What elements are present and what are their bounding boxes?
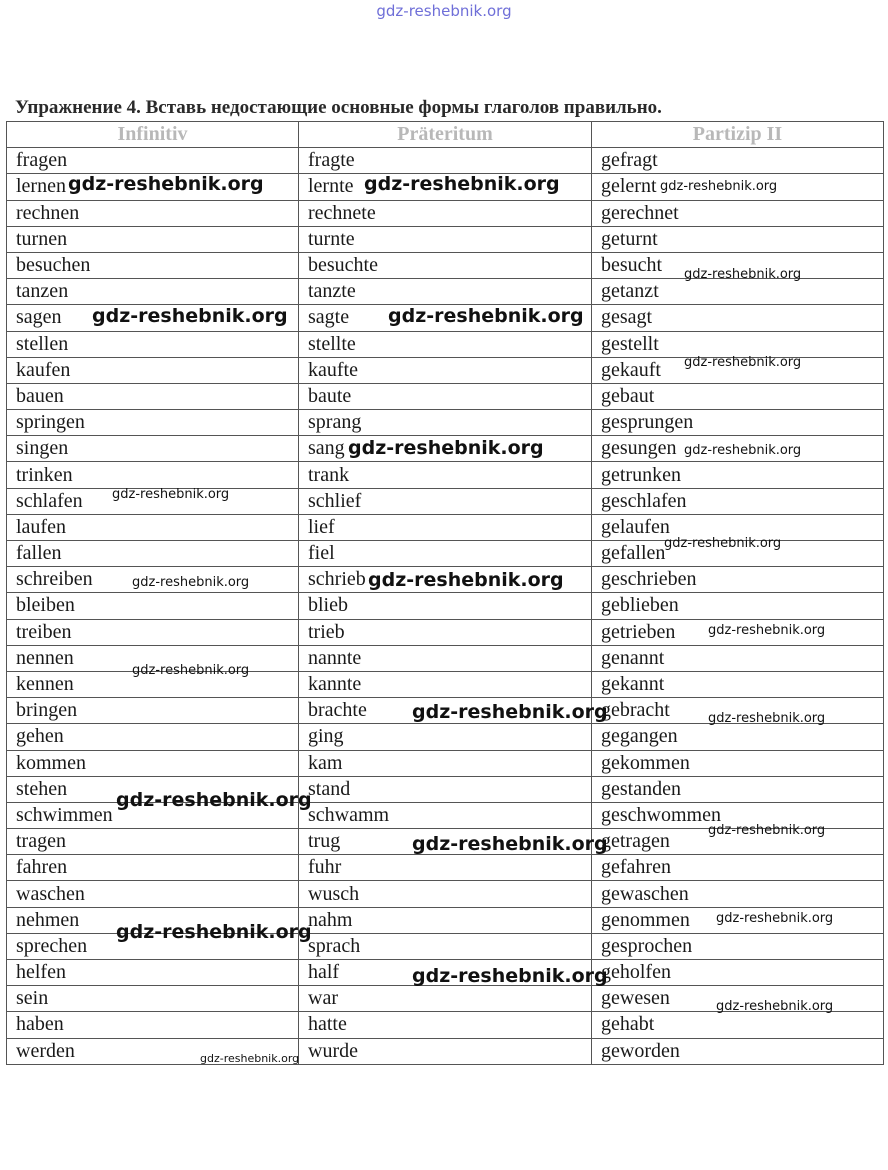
- cell-infinitiv: springen: [7, 410, 299, 436]
- cell-partizip: gefahren: [592, 855, 884, 881]
- cell-praeteritum: kaufte: [299, 357, 592, 383]
- cell-partizip: gekauft: [592, 357, 884, 383]
- cell-praeteritum: half: [299, 960, 592, 986]
- cell-infinitiv: nehmen: [7, 907, 299, 933]
- cell-praeteritum: lernte: [299, 174, 592, 200]
- cell-partizip: gesungen: [592, 436, 884, 462]
- cell-praeteritum: schrieb: [299, 567, 592, 593]
- table-row: [7, 986, 884, 1012]
- cell-infinitiv: waschen: [7, 881, 299, 907]
- table-row: [7, 1012, 884, 1038]
- watermark: gdz-reshebnik.org: [364, 173, 560, 195]
- table-row: [7, 619, 884, 645]
- cell-infinitiv: rechnen: [7, 200, 299, 226]
- table-row: [7, 148, 884, 174]
- table-row: [7, 933, 884, 959]
- cell-partizip: besucht: [592, 252, 884, 278]
- cell-partizip: geturnt: [592, 226, 884, 252]
- cell-infinitiv: bauen: [7, 383, 299, 409]
- cell-praeteritum: nahm: [299, 907, 592, 933]
- table-header-row: [7, 122, 884, 148]
- table-row: [7, 698, 884, 724]
- table-row: [7, 226, 884, 252]
- table-row: [7, 593, 884, 619]
- table-row: [7, 514, 884, 540]
- cell-praeteritum: stand: [299, 776, 592, 802]
- watermark: gdz-reshebnik.org: [708, 623, 826, 638]
- watermark: gdz-reshebnik.org: [92, 305, 288, 327]
- cell-partizip: geschwommen: [592, 802, 884, 828]
- column-header-praeteritum: Präteritum: [299, 122, 592, 148]
- cell-partizip: getanzt: [592, 279, 884, 305]
- cell-partizip: gesagt: [592, 305, 884, 331]
- table-row: [7, 776, 884, 802]
- table-row: [7, 907, 884, 933]
- cell-partizip: geholfen: [592, 960, 884, 986]
- watermark: gdz-reshebnik.org: [412, 833, 608, 855]
- watermark: gdz-reshebnik.org: [368, 569, 564, 591]
- table-row: [7, 200, 884, 226]
- cell-infinitiv: sein: [7, 986, 299, 1012]
- cell-infinitiv: bringen: [7, 698, 299, 724]
- cell-praeteritum: trank: [299, 462, 592, 488]
- table-row: [7, 174, 884, 200]
- site-header-link[interactable]: gdz-reshebnik.org: [376, 2, 512, 20]
- cell-praeteritum: baute: [299, 383, 592, 409]
- table-row: [7, 488, 884, 514]
- cell-praeteritum: brachte: [299, 698, 592, 724]
- table-row: [7, 1038, 884, 1064]
- cell-partizip: getragen: [592, 829, 884, 855]
- watermark: gdz-reshebnik.org: [412, 965, 608, 987]
- table-row: [7, 410, 884, 436]
- cell-partizip: geschrieben: [592, 567, 884, 593]
- table-row: [7, 252, 884, 278]
- cell-praeteritum: tanzte: [299, 279, 592, 305]
- watermark: gdz-reshebnik.org: [684, 443, 802, 458]
- cell-infinitiv: besuchen: [7, 252, 299, 278]
- cell-partizip: gehabt: [592, 1012, 884, 1038]
- cell-infinitiv: bleiben: [7, 593, 299, 619]
- cell-praeteritum: schwamm: [299, 802, 592, 828]
- cell-partizip: gelaufen: [592, 514, 884, 540]
- watermark: gdz-reshebnik.org: [684, 267, 802, 282]
- cell-praeteritum: besuchte: [299, 252, 592, 278]
- cell-partizip: gekannt: [592, 671, 884, 697]
- cell-infinitiv: lernen: [7, 174, 299, 200]
- cell-praeteritum: schlief: [299, 488, 592, 514]
- table-row: [7, 881, 884, 907]
- table-row: [7, 357, 884, 383]
- cell-praeteritum: war: [299, 986, 592, 1012]
- table-body: [7, 148, 884, 1065]
- watermark: gdz-reshebnik.org: [132, 663, 250, 678]
- table-row: [7, 671, 884, 697]
- table-row: [7, 855, 884, 881]
- watermark: gdz-reshebnik.org: [660, 179, 778, 194]
- cell-partizip: geworden: [592, 1038, 884, 1064]
- cell-partizip: gesprochen: [592, 933, 884, 959]
- cell-partizip: getrunken: [592, 462, 884, 488]
- cell-praeteritum: wurde: [299, 1038, 592, 1064]
- cell-infinitiv: kennen: [7, 671, 299, 697]
- table-row: [7, 331, 884, 357]
- cell-praeteritum: trieb: [299, 619, 592, 645]
- table-row: [7, 750, 884, 776]
- cell-praeteritum: stellte: [299, 331, 592, 357]
- cell-partizip: gelernt: [592, 174, 884, 200]
- cell-praeteritum: kam: [299, 750, 592, 776]
- table-row: [7, 383, 884, 409]
- cell-partizip: gesprungen: [592, 410, 884, 436]
- column-header-infinitiv: Infinitiv: [7, 122, 299, 148]
- cell-partizip: gekommen: [592, 750, 884, 776]
- cell-infinitiv: singen: [7, 436, 299, 462]
- cell-infinitiv: nennen: [7, 645, 299, 671]
- table-row: [7, 305, 884, 331]
- cell-praeteritum: trug: [299, 829, 592, 855]
- cell-partizip: getrieben: [592, 619, 884, 645]
- table-row: [7, 829, 884, 855]
- cell-praeteritum: kannte: [299, 671, 592, 697]
- exercise-heading: Упражнение 4. Вставь недостающие основные формы глаголов правильно.: [15, 97, 662, 118]
- cell-praeteritum: sprach: [299, 933, 592, 959]
- cell-infinitiv: helfen: [7, 960, 299, 986]
- watermark: gdz-reshebnik.org: [132, 575, 250, 590]
- watermark: gdz-reshebnik.org: [116, 921, 312, 943]
- cell-partizip: gewesen: [592, 986, 884, 1012]
- table-row: [7, 279, 884, 305]
- watermark: gdz-reshebnik.org: [68, 173, 264, 195]
- cell-praeteritum: hatte: [299, 1012, 592, 1038]
- cell-praeteritum: fuhr: [299, 855, 592, 881]
- cell-infinitiv: turnen: [7, 226, 299, 252]
- watermark: gdz-reshebnik.org: [716, 911, 834, 926]
- cell-partizip: gebaut: [592, 383, 884, 409]
- watermark: gdz-reshebnik.org: [684, 355, 802, 370]
- watermark: gdz-reshebnik.org: [412, 701, 608, 723]
- cell-infinitiv: trinken: [7, 462, 299, 488]
- cell-partizip: geschlafen: [592, 488, 884, 514]
- cell-partizip: gestanden: [592, 776, 884, 802]
- cell-praeteritum: lief: [299, 514, 592, 540]
- cell-praeteritum: ging: [299, 724, 592, 750]
- cell-praeteritum: sagte: [299, 305, 592, 331]
- table-row: [7, 960, 884, 986]
- cell-praeteritum: fragte: [299, 148, 592, 174]
- cell-infinitiv: laufen: [7, 514, 299, 540]
- cell-infinitiv: fallen: [7, 541, 299, 567]
- cell-partizip: geblieben: [592, 593, 884, 619]
- cell-infinitiv: haben: [7, 1012, 299, 1038]
- cell-infinitiv: schwimmen: [7, 802, 299, 828]
- cell-infinitiv: fahren: [7, 855, 299, 881]
- watermark: gdz-reshebnik.org: [112, 487, 230, 502]
- cell-partizip: gefallen: [592, 541, 884, 567]
- column-header-partizip: Partizip II: [592, 122, 884, 148]
- cell-infinitiv: stellen: [7, 331, 299, 357]
- cell-praeteritum: sang: [299, 436, 592, 462]
- cell-partizip: gebracht: [592, 698, 884, 724]
- cell-partizip: gegangen: [592, 724, 884, 750]
- cell-partizip: gefragt: [592, 148, 884, 174]
- watermark: gdz-reshebnik.org: [348, 437, 544, 459]
- cell-infinitiv: schlafen: [7, 488, 299, 514]
- cell-infinitiv: sagen: [7, 305, 299, 331]
- cell-infinitiv: stehen: [7, 776, 299, 802]
- watermark: gdz-reshebnik.org: [664, 536, 782, 551]
- table-row: [7, 462, 884, 488]
- cell-infinitiv: kaufen: [7, 357, 299, 383]
- table-row: [7, 724, 884, 750]
- cell-infinitiv: gehen: [7, 724, 299, 750]
- table-row: [7, 802, 884, 828]
- cell-infinitiv: fragen: [7, 148, 299, 174]
- cell-partizip: gestellt: [592, 331, 884, 357]
- table-row: [7, 436, 884, 462]
- cell-infinitiv: werden: [7, 1038, 299, 1064]
- cell-partizip: genommen: [592, 907, 884, 933]
- cell-praeteritum: sprang: [299, 410, 592, 436]
- watermark: gdz-reshebnik.org: [388, 305, 584, 327]
- cell-partizip: genannt: [592, 645, 884, 671]
- cell-infinitiv: tanzen: [7, 279, 299, 305]
- cell-praeteritum: nannte: [299, 645, 592, 671]
- verb-forms-table: [6, 121, 884, 1065]
- watermark: gdz-reshebnik.org: [200, 1052, 300, 1065]
- watermark: gdz-reshebnik.org: [716, 999, 834, 1014]
- cell-partizip: gerechnet: [592, 200, 884, 226]
- cell-partizip: gewaschen: [592, 881, 884, 907]
- watermark: gdz-reshebnik.org: [116, 789, 312, 811]
- cell-infinitiv: kommen: [7, 750, 299, 776]
- cell-praeteritum: blieb: [299, 593, 592, 619]
- cell-infinitiv: treiben: [7, 619, 299, 645]
- cell-infinitiv: tragen: [7, 829, 299, 855]
- cell-infinitiv: sprechen: [7, 933, 299, 959]
- table-row: [7, 567, 884, 593]
- cell-praeteritum: fiel: [299, 541, 592, 567]
- cell-praeteritum: turnte: [299, 226, 592, 252]
- watermark: gdz-reshebnik.org: [708, 823, 826, 838]
- table-row: [7, 645, 884, 671]
- watermark: gdz-reshebnik.org: [708, 711, 826, 726]
- table-row: [7, 541, 884, 567]
- cell-praeteritum: rechnete: [299, 200, 592, 226]
- cell-infinitiv: schreiben: [7, 567, 299, 593]
- cell-praeteritum: wusch: [299, 881, 592, 907]
